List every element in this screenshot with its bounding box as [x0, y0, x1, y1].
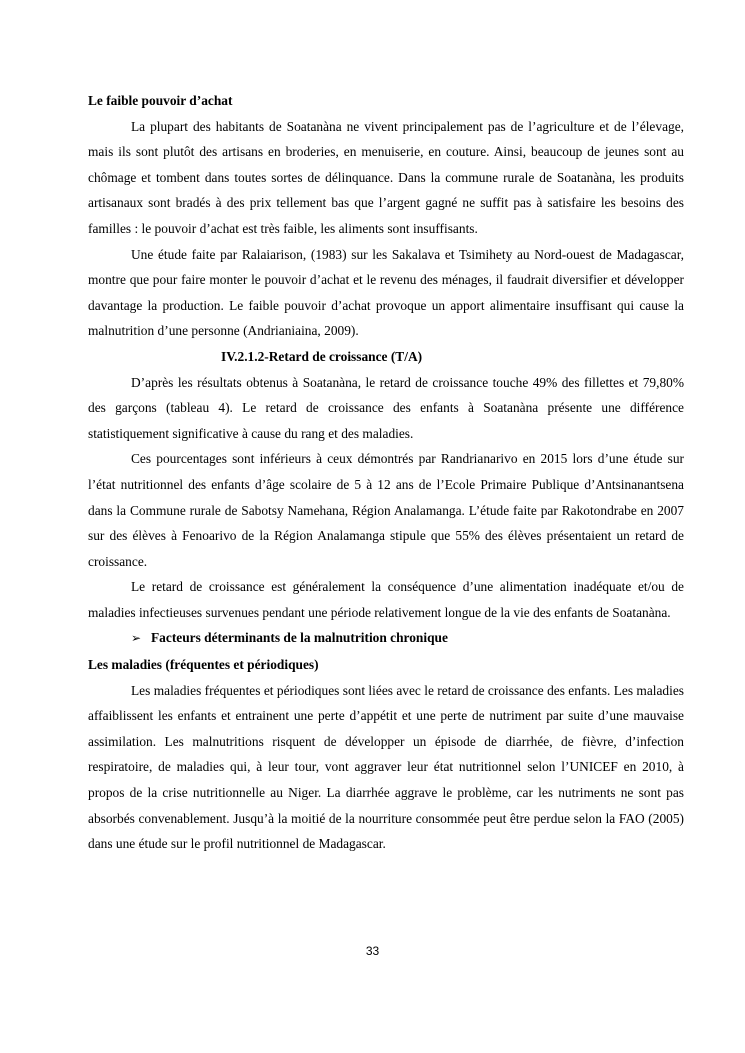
paragraph: Le retard de croissance est généralement la conséquence d’une alimentation inadéquate et/ou de maladies infectieuses survenues pendant une période relativement longue de la vie des enfants de Soatanàna.	[88, 579, 684, 620]
bullet-title: Facteurs déterminants de la malnutrition chronique	[151, 630, 448, 646]
section-heading-diseases: Les maladies (fréquentes et périodiques)	[88, 657, 319, 673]
arrow-bullet-icon: ➢	[131, 631, 142, 646]
paragraph: Ces pourcentages sont inférieurs à ceux démontrés par Randrianarivo en 2015 lors d’une étude sur l’état nutritionnel des enfants d’âge scolaire de 5 à 12 ans de l’Ecole Primaire Publique d’Antsinanantsena dans la Commune rurale de Sabotsy Namehana, Région Analamanga. L’étude faite par Rakotondrabe en 2007 sur des élèves à Fenoarivo de la Région Analamanga stipule que 55% des élèves présentaient un retard de croissance.	[88, 451, 684, 569]
section-heading-purchasing-power: Le faible pouvoir d’achat	[88, 93, 233, 108]
bullet-heading-determinants	[88, 625, 684, 652]
paragraph: Les maladies fréquentes et périodiques sont liées avec le retard de croissance des enfants. Les maladies affaiblissent les enfants et entrainent une perte d’appétit et une perte de nutriment par suite d’une mauvaise assimilation. Les malnutritions risquent de développer un épisode de diarrhée, de fièvre, d’infection respiratoire, de maladies qui, à leur tour, vont aggraver leur état nutritionnel selon l’UNICEF en 2010, à propos de la crise nutritionnelle au Niger. La diarrhée aggrave le problème, car les nutriments ne sont pas absorbés convenablement. Jusqu’à la moitié de la nourriture consommée peut être perdue selon la FAO (2005) dans une étude sur le profil nutritionnel de Madagascar.	[88, 682, 684, 852]
paragraph: D’après les résultats obtenus à Soatanàna, le retard de croissance touche 49% des fillettes et 79,80% des garçons (tableau 4). Le retard de croissance des enfants à Soatanàna présente une différence statistiquement significative à cause du rang et des maladies.	[88, 374, 684, 441]
section-title-growth-retardation: IV.2.1.2-Retard de croissance (T/A)	[221, 348, 423, 364]
paragraph: Une étude faite par Ralaiarison, (1983) sur les Sakalava et Tsimihety au Nord-ouest de Madagascar, montre que pour faire monter le pouvoir d’achat et le revenu des ménages, il faudrait diversifier et développer davantage la production. Le faible pouvoir d’achat provoque un apport alimentaire insuffisant qui cause la malnutrition d’une personne (Andrianiaina, 2009).	[88, 246, 684, 339]
page-number: 33	[365, 944, 380, 958]
paragraph: La plupart des habitants de Soatanàna ne vivent principalement pas de l’agriculture et de l’élevage, mais ils sont plutôt des artisans en broderies, en menuiserie, en couture. Ainsi, beaucoup de jeunes sont au chômage et tombent dans toutes sortes de délinquance. Dans la commune rurale de Soatanàna, les produits artisanaux sont bradés à des prix tellement bas que l’argent gagné ne suffit pas à satisfaire les besoins des familles : le pouvoir d’achat est très faible, les aliments sont insuffisants.	[88, 118, 684, 236]
document-page	[88, 88, 684, 857]
